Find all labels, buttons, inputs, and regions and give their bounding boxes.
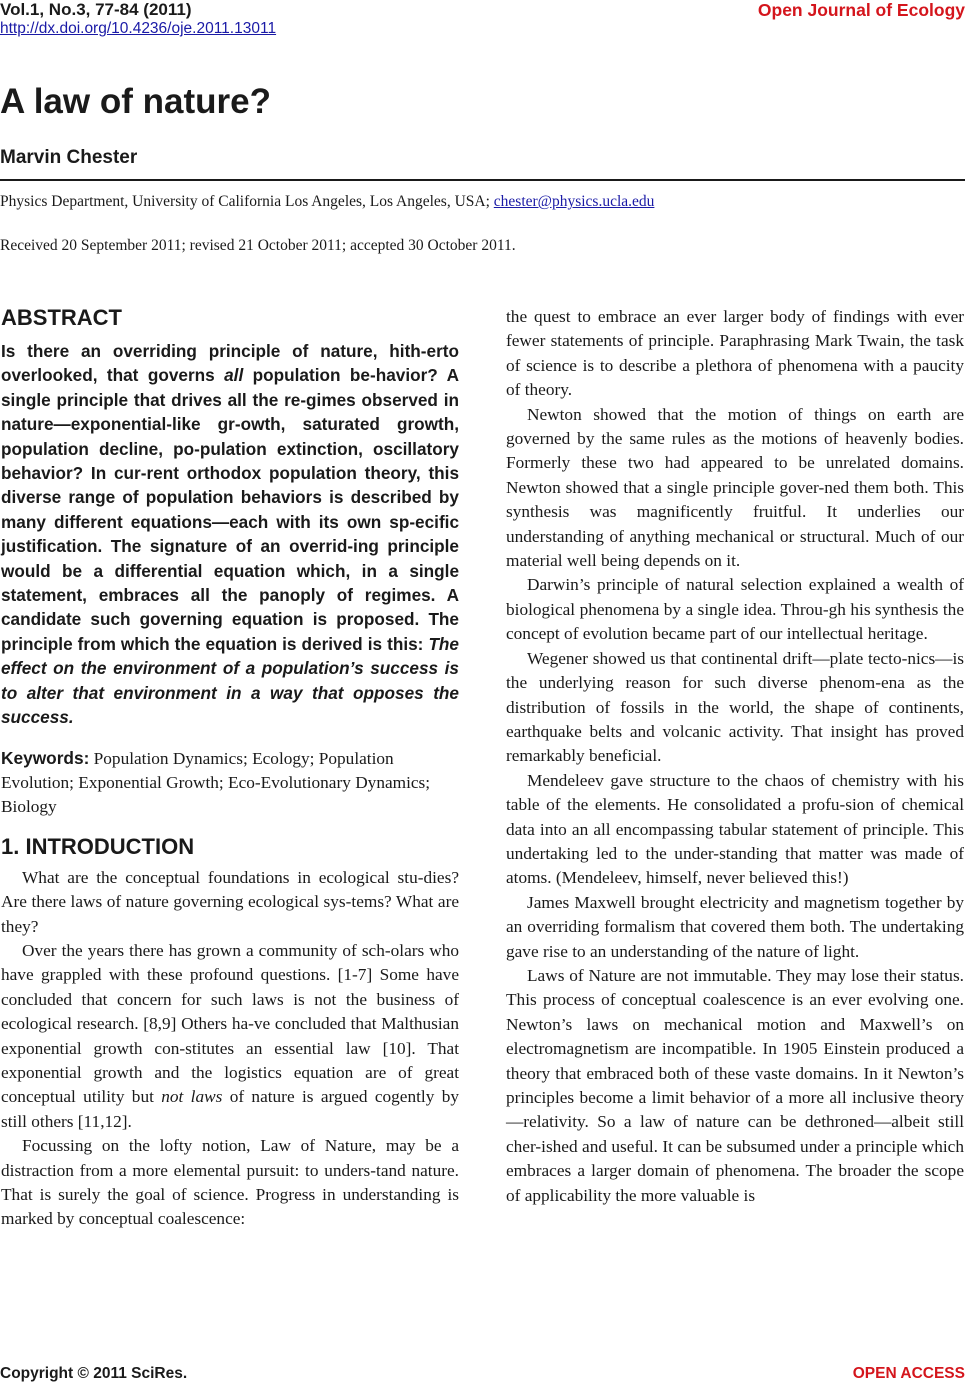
email-link[interactable]: chester@physics.ucla.edu — [493, 193, 655, 210]
affiliation — [0, 193, 654, 211]
intro-paragraph-1: What are the conceptual foundations in ecological stu-dies? Are there laws of nature governing ecological sys-tems? What are they? — [1, 867, 459, 936]
author-name: Marvin Chester — [0, 147, 138, 168]
intro-p2-a: Over the years there has grown a community of sch-olars who have grappled with these profound questions. [1-7] Some have concluded that concern for such laws is not the business of ecological research. [8,9] Others ha-ve concluded that Malthusian exponential growth con-stitutes an essential law [10]. That exponential growth and the logistics equation are of great conceptual utility but — [1, 940, 459, 1107]
right-column — [506, 305, 964, 1208]
article-title: A law of nature? — [0, 82, 271, 121]
keywords-text: Population Dynamics; Ecology; Population Evolution; Exponential Growth; Eco-Evolutionary Dynamics; Biology — [1, 748, 431, 817]
keywords — [1, 746, 459, 820]
abstract-principle: The effect on the environment of a population’s success is to alter that environment in a way that opposes the success. — [1, 633, 459, 728]
intro-paragraph-laws: Laws of Nature are not immutable. They may lose their status. This process of conceptual coalescence is an ever evolving one. Newton’s laws on mechanical motion and Maxwell’s on electromagnetism are incompatible. In 1905 Einstein produced a theory that embraced both of these vaste domains. In it Newton’s principles become a limit behavior of a more all inclusive theory—relativity. So a law of nature can be dethroned—albeit still cher-ished and useful. It can be subsumed under a principle which embraces a larger domain of phenomena. The broader the scope of applicability the more valuable is — [506, 965, 964, 1205]
doi-link[interactable]: http://dx.doi.org/10.4236/oje.2011.13011 — [0, 20, 277, 37]
copyright: Copyright © 2011 SciRes. — [0, 1365, 188, 1382]
intro-heading: 1. INTRODUCTION — [1, 833, 195, 859]
intro-p2-b: of nature is argued cogently by still others [11,12]. — [1, 1087, 459, 1131]
journal-name: Open Journal of Ecology — [757, 0, 965, 20]
keywords-label: Keywords: — [1, 747, 90, 768]
title-rule — [0, 179, 965, 181]
intro-paragraph-darwin: Darwin’s principle of natural selection explained a wealth of biological phenomena by a single idea. Throu-gh his synthesis the concept of evolution became part of our intellectual heritage. — [506, 575, 964, 644]
journal-volume: Vol.1, No.3, 77-84 (2011) — [0, 0, 192, 19]
intro-paragraph-newton: Newton showed that the motion of things on earth are governed by the same rules as the motions of heavenly bodies. Formerly these two had appeared to be unrelated domains. Newton showed that a single principle gover-ned them both. This synthesis was magnificently fruitful. It underlies our understanding of anything mechanical or structural. Much of our material well being depends on it. — [506, 404, 964, 571]
intro-body-left — [1, 866, 459, 1232]
abstract-part-1: Is there an overriding principle of nature, hith-erto overlooked, that governs — [1, 341, 459, 386]
intro-paragraph-wegener: Wegener showed us that continental drift—plate tecto-nics—is the underlying reason for such diverse phenom-ena as the distribution of fossils in the world, the shape of continents, earthquake belts and volcanic activity. That insight has proved remarkably beneficial. — [506, 648, 964, 766]
abstract-heading: ABSTRACT — [1, 305, 122, 330]
abstract-italic: all — [224, 365, 244, 386]
intro-paragraph-maxwell: James Maxwell brought electricity and magnetism together by an overriding formalism that covered them both. The undertaking gave rise to an understanding of the nature of light. — [506, 892, 964, 961]
intro-paragraph-3: Focussing on the lofty notion, Law of Nature, may be a distraction from a more elemental pursuit: to unders-tand nature. That is surely the goal of science. Progress in understanding is marked by conceptual coalescence: — [1, 1136, 459, 1229]
left-column — [1, 305, 459, 1232]
abstract-text — [1, 339, 459, 730]
affiliation-text: Physics Department, University of California Los Angeles, Los Angeles, USA; — [0, 193, 490, 210]
received-dates: Received 20 September 2011; revised 21 October 2011; accepted 30 October 2011. — [0, 237, 516, 254]
intro-p2-italic: not laws — [161, 1087, 223, 1107]
intro-paragraph-continued: the quest to embrace an ever larger body of findings with ever fewer statements of principle. Paraphrasing Mark Twain, the task of science is to describe a plethora of phenomena with a paucity of theory. — [506, 307, 964, 400]
abstract-part-2: population be-havior? A single principle that drives all the re-gimes observed in nature—exponential-like gr-owth, saturated growth, population decline, po-pulation extinction, oscillatory behavior? In cur-rent orthodox population theory, this diverse range of population behaviors is described by many different equations—each with its own sp-ecific justification. The signature of an overrid-ing principle would be a differential equation which, in a single statement, embraces all the panoply of regimes. A candidate such governing equation is proposed. The principle from which the equation is derived is this: — [1, 365, 459, 654]
open-access-label: OPEN ACCESS — [852, 1365, 965, 1382]
intro-paragraph-mendeleev: Mendeleev gave structure to the chaos of chemistry with his table of the elements. He consolidated a profu-sion of chemical data into an all encompassing tabular statement of principle. This undertaking led to the under-standing that matter was made of atoms. (Mendeleev, himself, never believed this!) — [506, 770, 964, 888]
intro-paragraph-2 — [1, 939, 459, 1134]
